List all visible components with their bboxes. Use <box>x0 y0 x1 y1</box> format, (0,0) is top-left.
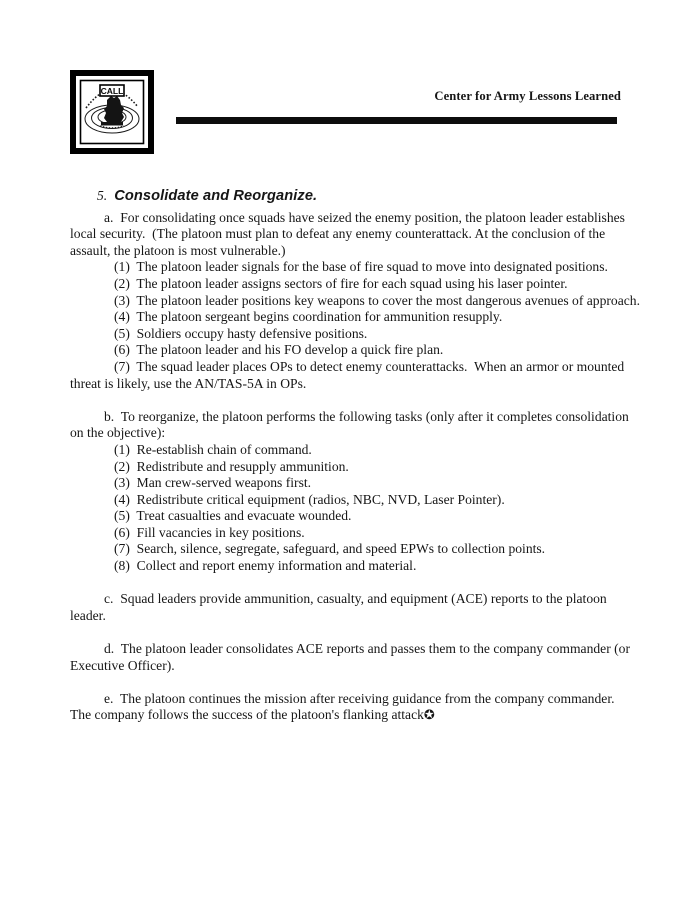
list-item: (8) Collect and report enemy information and material. <box>114 558 417 574</box>
call-logo-emblem <box>70 70 154 154</box>
list-item: (1) Re-establish chain of command. <box>114 441 312 457</box>
list-item: (6) Fill vacancies in key positions. <box>114 524 305 540</box>
paragraph: c. Squad leaders provide ammunition, casualty, and equipment (ACE) reports to the platoon leader. <box>70 591 611 623</box>
list-item: (6) The platoon leader and his FO develop a quick fire plan. <box>114 342 444 358</box>
call-logo <box>70 70 154 154</box>
call-logo-acronym: CALL <box>100 86 124 96</box>
section-title: Consolidate and Reorganize. <box>114 188 318 204</box>
header-title: Center for Army Lessons Learned <box>434 89 621 103</box>
paragraph: a. For consolidating once squads have seized the enemy position, the platoon leader establishes local security. (The platoon must plan to defeat any enemy counterattack. At the conclusion of the assault, the platoon is most vulnerable.) <box>70 209 629 258</box>
list-item: (2) The platoon leader assigns sectors of fire for each squad using his laser pointer. <box>114 275 568 291</box>
list-item: (4) Redistribute critical equipment (radios, NBC, NVD, Laser Pointer). <box>114 491 505 507</box>
list-item: (1) The platoon leader signals for the base of fire squad to move into designated positions. <box>114 259 608 275</box>
paragraph: e. The platoon continues the mission after receiving guidance from the company commander. The company follows the success of the platoon's flanking attack✪ <box>70 690 622 724</box>
paragraph: d. The platoon leader consolidates ACE reports and passes them to the company commander (or Executive Officer). <box>70 641 634 673</box>
list-item: (3) Man crew-served weapons first. <box>114 475 312 491</box>
document-body <box>70 188 642 725</box>
end-of-text-icon: ✪ <box>423 708 435 724</box>
list-item: (4) The platoon sergeant begins coordination for ammunition resupply. <box>114 309 503 325</box>
paragraph: b. To reorganize, the platoon performs the following tasks (only after it completes consolidation on the objective): <box>70 408 633 441</box>
section-number: 5. <box>97 188 108 203</box>
list-item: (5) Soldiers occupy hasty defensive positions. <box>114 325 368 341</box>
header-rule <box>176 117 617 124</box>
list-item: (7) The squad leader places OPs to detect enemy counterattacks. When an armor or mounted threat is likely, use the AN/TAS-5A in OPs. <box>70 358 628 391</box>
list-item: (2) Redistribute and resupply ammunition. <box>114 458 349 474</box>
list-item: (5) Treat casualties and evacuate wounded. <box>114 508 352 524</box>
list-item: (3) The platoon leader positions key weapons to cover the most dangerous avenues of approach. <box>114 292 640 308</box>
list-item: (7) Search, silence, segregate, safeguard, and speed EPWs to collection points. <box>114 541 546 557</box>
section-heading <box>70 188 642 205</box>
doc-blocks <box>70 210 642 725</box>
